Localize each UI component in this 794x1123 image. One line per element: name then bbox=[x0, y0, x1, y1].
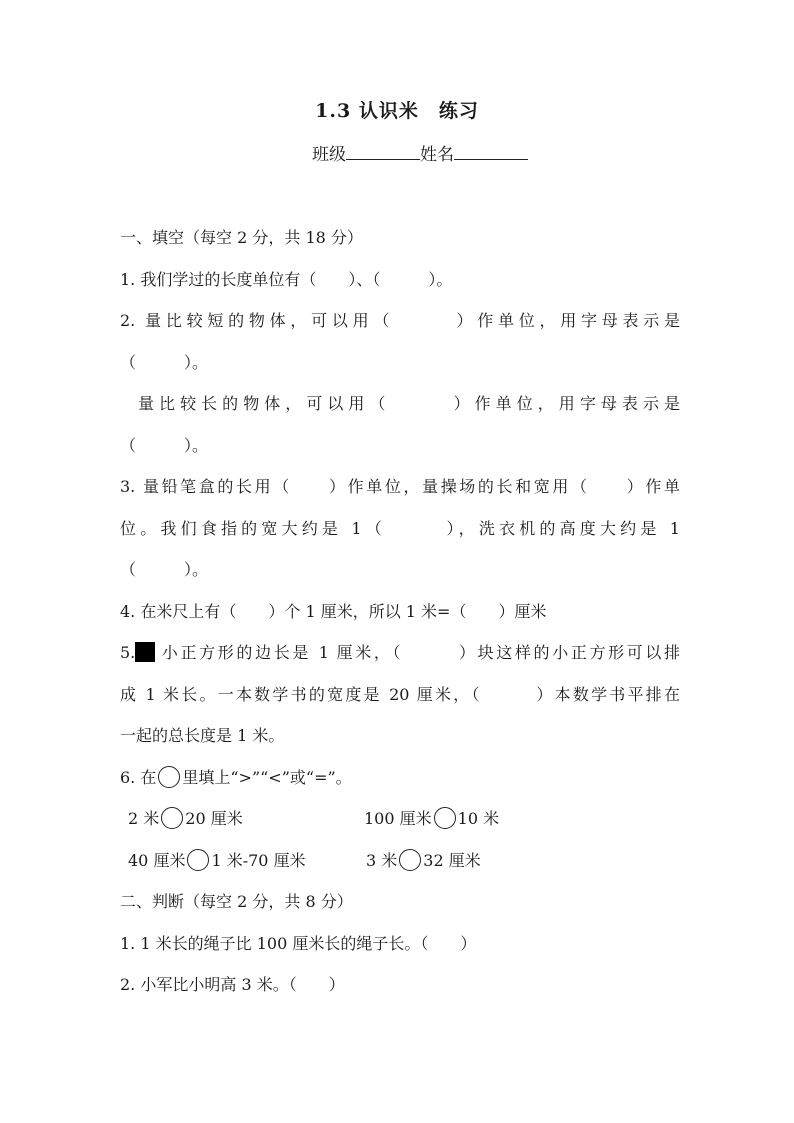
question-1-3-line2: 位。我们食指的宽大约是 1（ ），洗衣机的高度大约是 1 bbox=[120, 518, 680, 538]
question-1-3-line3: （ ）。 bbox=[120, 560, 209, 579]
compare-4-left: 3 米 bbox=[366, 850, 398, 870]
question-1-6 bbox=[120, 766, 680, 808]
section2-heading: 二、判断（每空 2 分，共 8 分） bbox=[120, 892, 353, 911]
compare-circle-1[interactable] bbox=[161, 807, 183, 829]
question-1-6-text-before: 6. 在 bbox=[120, 767, 157, 787]
section1-heading: 一、填空（每空 2 分，共 18 分） bbox=[120, 228, 363, 247]
question-1-5-line3: 一起的总长度是 1 米。 bbox=[120, 726, 285, 745]
question-1-2-line1: 2. 量比较短的物体，可以用（ ）作单位，用字母表示是 bbox=[120, 311, 680, 330]
compare-circle-4[interactable] bbox=[399, 849, 421, 871]
compare-item-3 bbox=[120, 849, 366, 873]
question-1-6-text-after: 里填上“>”“<”或“=”。 bbox=[182, 767, 352, 787]
page-title: 1.3 认识米 练习 bbox=[315, 100, 479, 122]
class-blank[interactable] bbox=[346, 143, 420, 160]
compare-1-right: 20 厘米 bbox=[185, 809, 243, 828]
compare-4-right: 32 厘米 bbox=[423, 850, 481, 870]
name-label: 姓名 bbox=[420, 145, 454, 165]
class-label: 班级 bbox=[312, 145, 346, 165]
compare-circle-2[interactable] bbox=[434, 807, 456, 829]
worksheet-content bbox=[120, 226, 680, 1015]
question-1-5-line1 bbox=[120, 641, 680, 683]
question-1-4: 4. 在米尺上有（ ）个 1 厘米，所以 1 米=（ ）厘米 bbox=[120, 601, 547, 621]
compare-item-4 bbox=[366, 849, 481, 873]
question-1-2-line2: （ ）。 bbox=[120, 352, 209, 372]
compare-1-left: 2 米 bbox=[128, 809, 160, 828]
name-blank[interactable] bbox=[454, 143, 528, 160]
question-1-5-line2: 成 1 米长。一本数学书的宽度是 20 厘米，（ ）本数学书平排在 bbox=[120, 684, 680, 704]
circle-icon bbox=[158, 766, 180, 788]
compare-item-2 bbox=[364, 807, 499, 831]
compare-item-1 bbox=[120, 807, 364, 831]
black-square-icon bbox=[135, 642, 155, 662]
question-2-2: 2. 小军比小明高 3 米。（ ） bbox=[120, 975, 345, 994]
compare-3-left: 40 厘米 bbox=[128, 850, 186, 870]
student-info bbox=[0, 140, 794, 165]
compare-3-right: 1 米-70 厘米 bbox=[211, 850, 306, 870]
question-1-5-text1: 小正方形的边长是 1 厘米，（ ）块这样的小正方形可以排 bbox=[159, 643, 680, 662]
compare-circle-3[interactable] bbox=[187, 849, 209, 871]
compare-row-1 bbox=[120, 807, 680, 849]
question-1-2-line4: （ ）。 bbox=[120, 435, 209, 455]
question-1-3-line1: 3. 量铅笔盒的长用（ ）作单位，量操场的长和宽用（ ）作单 bbox=[120, 477, 680, 496]
compare-row-2 bbox=[120, 849, 680, 891]
compare-2-right: 10 米 bbox=[457, 809, 500, 828]
question-1-1: 1. 我们学过的长度单位有（ ）、（ ）。 bbox=[120, 269, 453, 289]
compare-2-left: 100 厘米 bbox=[364, 809, 432, 828]
question-2-1: 1. 1 米长的绳子比 100 厘米长的绳子长。（ ） bbox=[120, 933, 477, 953]
question-1-2-line3: 量比较长的物体，可以用（ ）作单位，用字母表示是 bbox=[138, 394, 680, 413]
question-1-5-number: 5. bbox=[120, 643, 136, 662]
